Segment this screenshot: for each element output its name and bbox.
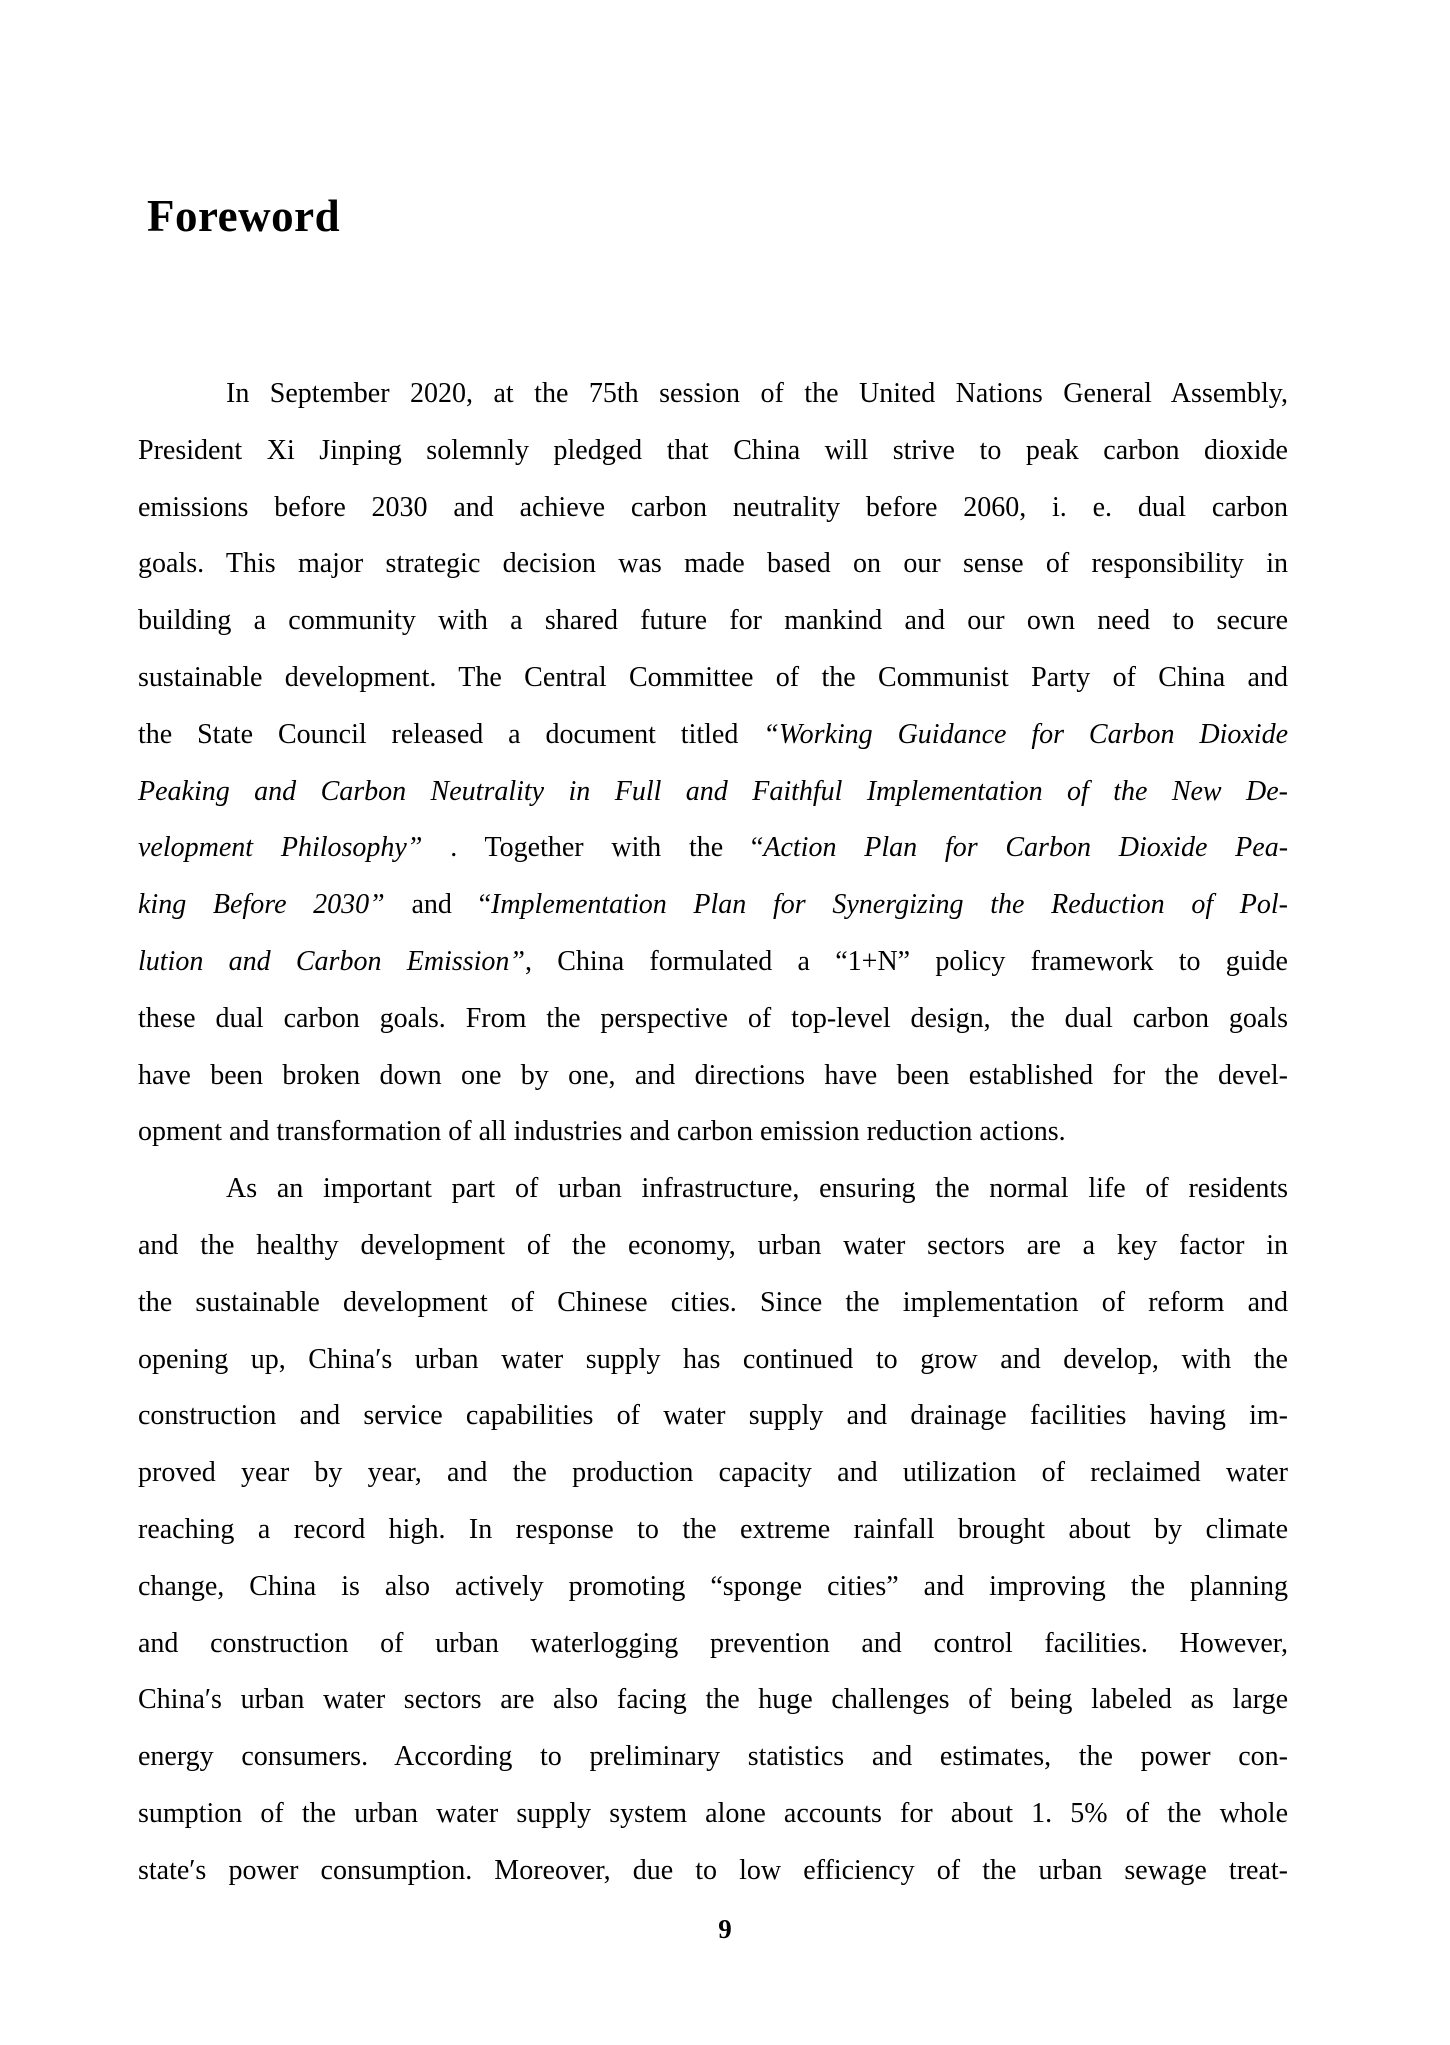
text-line	[138, 1161, 1288, 1218]
text-line	[138, 1388, 1288, 1445]
text-segment: the State Council released a document titled	[138, 718, 764, 750]
italic-text-segment: king Before 2030”	[138, 889, 385, 921]
text-segment: building a community with a shared future for mankind and our own need to secure	[138, 605, 1288, 637]
text-line	[138, 820, 1288, 877]
text-line	[138, 991, 1288, 1048]
text-line	[138, 1445, 1288, 1502]
text-line	[138, 1843, 1288, 1900]
text-segment: reaching a record high. In response to the extreme rainfall brought about by climate	[138, 1513, 1288, 1545]
text-segment: As an important part of urban infrastructure, ensuring the normal life of residents	[226, 1173, 1288, 1205]
page-number: 9	[718, 1914, 732, 1944]
text-segment: China′s urban water sectors are also facing the huge challenges of being labeled as large	[138, 1684, 1288, 1716]
text-segment: construction and service capabilities of water supply and drainage facilities having im-	[138, 1400, 1288, 1432]
body-text	[138, 366, 1288, 1900]
text-segment: sumption of the urban water supply system alone accounts for about 1. 5% of the whole	[138, 1797, 1288, 1829]
text-segment: proved year by year, and the production capacity and utilization of reclaimed water	[138, 1457, 1288, 1489]
text-segment: opening up, China′s urban water supply has continued to grow and develop, with the	[138, 1343, 1288, 1375]
text-line	[138, 1672, 1288, 1729]
text-segment: these dual carbon goals. From the perspective of top-level design, the dual carbon goals	[138, 1002, 1288, 1034]
text-line	[138, 1502, 1288, 1559]
text-segment: President Xi Jinping solemnly pledged that China will strive to peak carbon dioxide	[138, 434, 1288, 466]
italic-text-segment: velopment Philosophy”	[138, 832, 423, 864]
italic-text-segment: lution and Carbon Emission”	[138, 945, 525, 977]
text-segment: and construction of urban waterlogging prevention and control facilities. However,	[138, 1627, 1288, 1659]
text-segment: emissions before 2030 and achieve carbon neutrality before 2060, i. e. dual carbon	[138, 491, 1288, 523]
text-segment: the sustainable development of Chinese cities. Since the implementation of reform and	[138, 1286, 1288, 1318]
text-line	[138, 1275, 1288, 1332]
text-line	[138, 764, 1288, 821]
text-line	[138, 423, 1288, 480]
text-segment: have been broken down one by one, and directions have been established for the devel-	[138, 1059, 1288, 1091]
text-segment: and “	[384, 889, 491, 921]
text-line	[138, 707, 1288, 764]
text-line	[138, 480, 1288, 537]
text-line	[138, 934, 1288, 991]
italic-text-segment: “Working Guidance for Carbon Dioxide	[763, 718, 1289, 750]
italic-text-segment: Implementation Plan for Synergizing the Reduction of Pol-	[491, 889, 1288, 921]
text-line	[138, 1104, 1288, 1161]
text-line	[138, 1616, 1288, 1673]
text-segment: and the healthy development of the economy, urban water sectors are a key factor in	[138, 1229, 1288, 1261]
text-line	[138, 1786, 1288, 1843]
italic-text-segment: Peaking and Carbon Neutrality in Full and Faithful Implementation of the New De-	[138, 775, 1288, 807]
text-line	[138, 1729, 1288, 1786]
italic-text-segment: Action Plan for Carbon Dioxide Pea-	[763, 832, 1289, 864]
text-line	[138, 877, 1288, 934]
text-line	[138, 1218, 1288, 1275]
text-line	[138, 366, 1288, 423]
text-segment: change, China is also actively promoting “sponge cities” and improving the planning	[138, 1570, 1288, 1602]
text-segment: energy consumers. According to preliminary statistics and estimates, the power con-	[138, 1741, 1288, 1773]
text-segment: sustainable development. The Central Committee of the Communist Party of China and	[138, 661, 1288, 693]
text-segment: opment and transformation of all industries and carbon emission reduction actions.	[138, 1116, 1066, 1148]
page-title: Foreword	[147, 191, 341, 241]
text-line	[138, 593, 1288, 650]
text-segment: state′s power consumption. Moreover, due to low efficiency of the urban sewage treat-	[138, 1854, 1288, 1886]
text-line	[138, 1559, 1288, 1616]
text-line	[138, 536, 1288, 593]
text-segment: goals. This major strategic decision was made based on our sense of responsibility in	[138, 548, 1288, 580]
text-line	[138, 1048, 1288, 1105]
text-segment: . Together with the “	[422, 832, 764, 864]
text-segment: , China formulated a “1+N” policy framework to guide	[524, 945, 1288, 977]
text-line	[138, 650, 1288, 707]
text-segment: In September 2020, at the 75th session of the United Nations General Assembly,	[226, 378, 1288, 409]
text-line	[138, 1332, 1288, 1389]
